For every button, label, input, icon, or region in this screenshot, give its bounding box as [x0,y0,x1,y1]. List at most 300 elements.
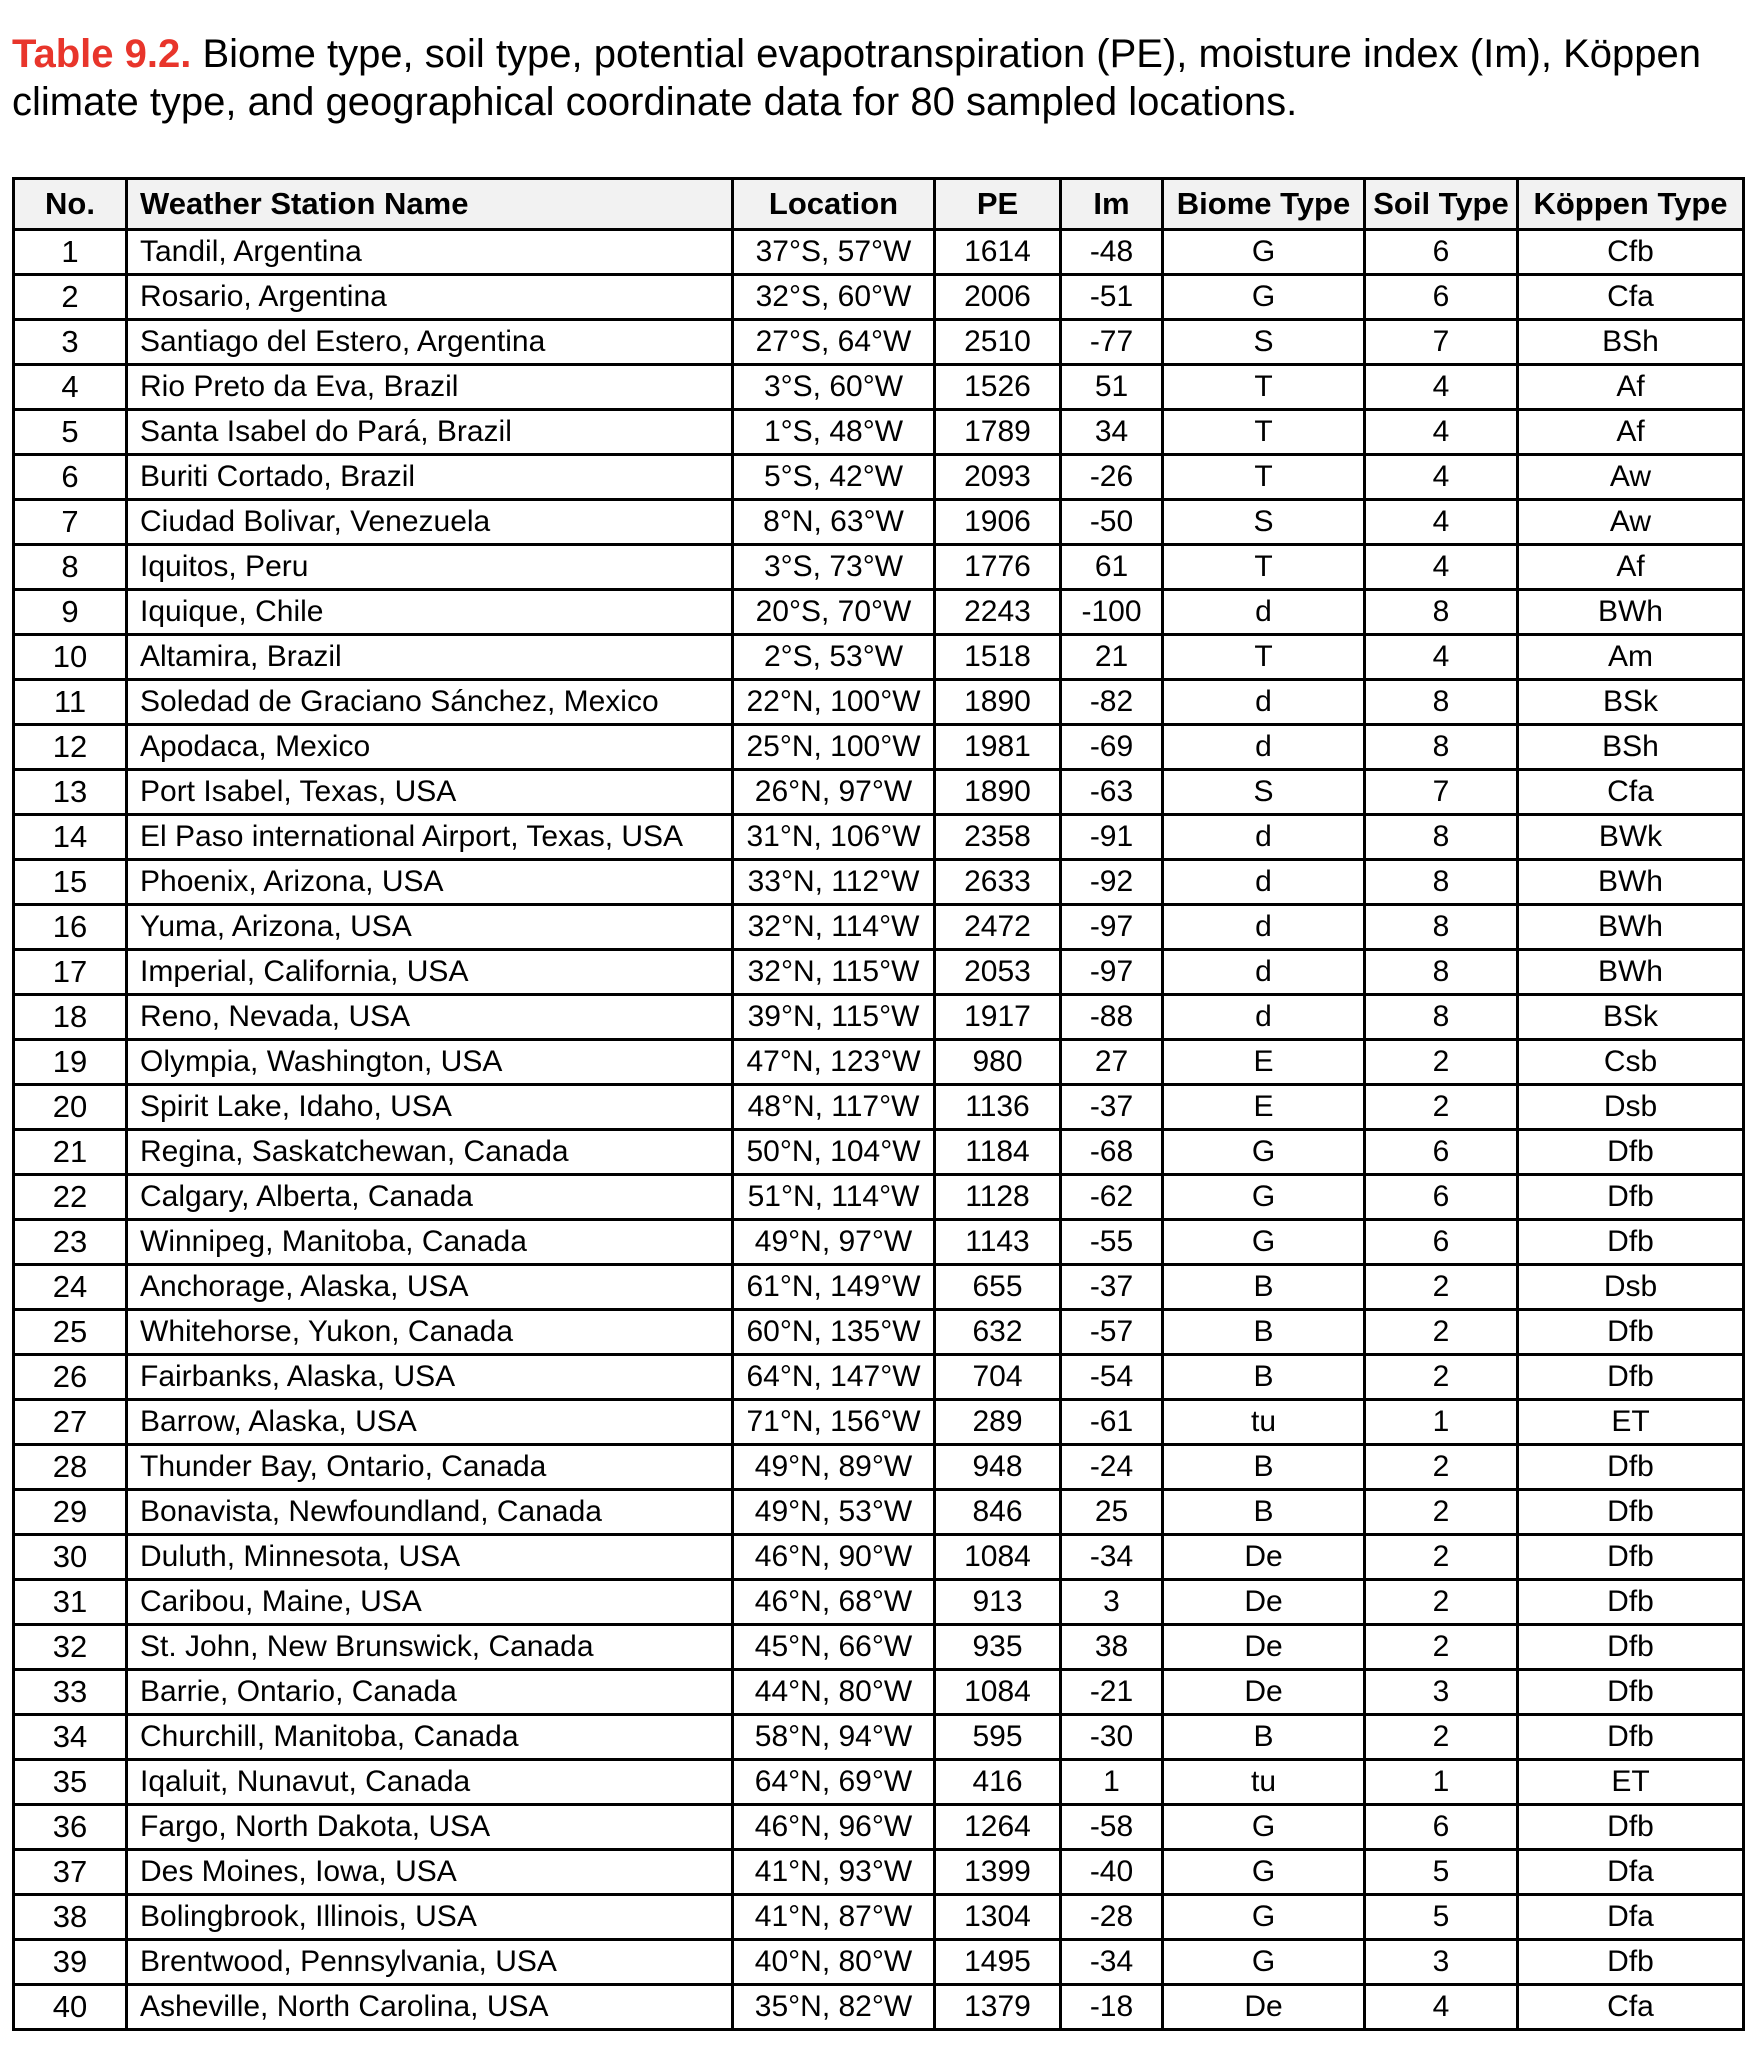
table-row [14,905,1744,950]
table-row [14,320,1744,365]
cell-koppen-type: BSk [1518,995,1744,1040]
cell-no: 7 [14,500,127,545]
cell-biome-type: G [1163,1175,1365,1220]
cell-biome-type: G [1163,1805,1365,1850]
cell-station-name: Tandil, Argentina [127,230,733,275]
cell-biome-type: d [1163,905,1365,950]
cell-koppen-type: Dfb [1518,1130,1744,1175]
cell-im: -54 [1061,1355,1163,1400]
cell-soil-type: 8 [1365,860,1518,905]
cell-station-name: Rosario, Argentina [127,275,733,320]
cell-location: 50°N, 104°W [733,1130,935,1175]
cell-location: 45°N, 66°W [733,1625,935,1670]
cell-location: 22°N, 100°W [733,680,935,725]
cell-koppen-type: Dfb [1518,1220,1744,1265]
cell-koppen-type: Af [1518,410,1744,455]
cell-pe: 1917 [935,995,1061,1040]
cell-im: -37 [1061,1085,1163,1130]
cell-pe: 1184 [935,1130,1061,1175]
cell-pe: 2093 [935,455,1061,500]
cell-pe: 1890 [935,770,1061,815]
cell-station-name: Phoenix, Arizona, USA [127,860,733,905]
cell-im: -55 [1061,1220,1163,1265]
cell-biome-type: B [1163,1355,1365,1400]
cell-soil-type: 2 [1365,1355,1518,1400]
cell-soil-type: 8 [1365,725,1518,770]
data-table [12,177,1745,2031]
cell-biome-type: G [1163,1940,1365,1985]
cell-station-name: Soledad de Graciano Sánchez, Mexico [127,680,733,725]
cell-location: 41°N, 87°W [733,1895,935,1940]
table-row [14,1400,1744,1445]
cell-biome-type: E [1163,1085,1365,1130]
cell-no: 9 [14,590,127,635]
cell-biome-type: De [1163,1670,1365,1715]
header-pe: PE [935,179,1061,230]
cell-soil-type: 7 [1365,770,1518,815]
cell-station-name: Reno, Nevada, USA [127,995,733,1040]
table-row [14,1805,1744,1850]
cell-koppen-type: Dfb [1518,1805,1744,1850]
table-body [14,230,1744,2030]
cell-koppen-type: Dfb [1518,1715,1744,1760]
cell-location: 27°S, 64°W [733,320,935,365]
cell-pe: 1495 [935,1940,1061,1985]
table-row [14,1670,1744,1715]
cell-pe: 595 [935,1715,1061,1760]
cell-station-name: St. John, New Brunswick, Canada [127,1625,733,1670]
cell-soil-type: 3 [1365,1670,1518,1715]
header-no: No. [14,179,127,230]
table-row [14,725,1744,770]
cell-no: 5 [14,410,127,455]
cell-no: 2 [14,275,127,320]
cell-biome-type: G [1163,230,1365,275]
cell-koppen-type: Dfb [1518,1940,1744,1985]
cell-station-name: Duluth, Minnesota, USA [127,1535,733,1580]
cell-location: 49°N, 89°W [733,1445,935,1490]
cell-soil-type: 4 [1365,500,1518,545]
cell-no: 22 [14,1175,127,1220]
cell-pe: 1084 [935,1670,1061,1715]
cell-soil-type: 2 [1365,1040,1518,1085]
cell-location: 61°N, 149°W [733,1265,935,1310]
cell-location: 51°N, 114°W [733,1175,935,1220]
cell-im: 21 [1061,635,1163,680]
cell-location: 32°N, 115°W [733,950,935,995]
cell-no: 17 [14,950,127,995]
header-station-name: Weather Station Name [127,179,733,230]
cell-station-name: Brentwood, Pennsylvania, USA [127,1940,733,1985]
cell-koppen-type: BSh [1518,725,1744,770]
cell-station-name: Spirit Lake, Idaho, USA [127,1085,733,1130]
cell-location: 44°N, 80°W [733,1670,935,1715]
cell-im: -57 [1061,1310,1163,1355]
cell-soil-type: 8 [1365,590,1518,635]
cell-koppen-type: Am [1518,635,1744,680]
cell-soil-type: 1 [1365,1760,1518,1805]
cell-im: -34 [1061,1535,1163,1580]
cell-no: 37 [14,1850,127,1895]
cell-biome-type: De [1163,1580,1365,1625]
cell-soil-type: 7 [1365,320,1518,365]
cell-im: -21 [1061,1670,1163,1715]
cell-location: 5°S, 42°W [733,455,935,500]
cell-soil-type: 4 [1365,1985,1518,2030]
cell-im: -48 [1061,230,1163,275]
cell-biome-type: tu [1163,1760,1365,1805]
cell-station-name: Santa Isabel do Pará, Brazil [127,410,733,455]
cell-location: 32°N, 114°W [733,905,935,950]
cell-im: -26 [1061,455,1163,500]
cell-no: 40 [14,1985,127,2030]
cell-pe: 2053 [935,950,1061,995]
cell-koppen-type: Af [1518,545,1744,590]
cell-biome-type: d [1163,725,1365,770]
cell-koppen-type: BWk [1518,815,1744,860]
cell-no: 21 [14,1130,127,1175]
cell-pe: 1890 [935,680,1061,725]
table-caption [12,30,1737,126]
cell-biome-type: T [1163,365,1365,410]
cell-location: 37°S, 57°W [733,230,935,275]
cell-biome-type: S [1163,320,1365,365]
cell-soil-type: 6 [1365,1220,1518,1265]
cell-location: 71°N, 156°W [733,1400,935,1445]
cell-koppen-type: ET [1518,1400,1744,1445]
table-row [14,1625,1744,1670]
cell-location: 26°N, 97°W [733,770,935,815]
cell-im: -92 [1061,860,1163,905]
cell-soil-type: 6 [1365,1175,1518,1220]
cell-im: -28 [1061,1895,1163,1940]
cell-location: 33°N, 112°W [733,860,935,905]
cell-no: 20 [14,1085,127,1130]
cell-biome-type: De [1163,1985,1365,2030]
cell-pe: 1128 [935,1175,1061,1220]
cell-no: 18 [14,995,127,1040]
cell-biome-type: E [1163,1040,1365,1085]
cell-soil-type: 2 [1365,1715,1518,1760]
cell-koppen-type: Af [1518,365,1744,410]
cell-koppen-type: Dfb [1518,1490,1744,1535]
cell-biome-type: T [1163,455,1365,500]
cell-location: 32°S, 60°W [733,275,935,320]
cell-location: 25°N, 100°W [733,725,935,770]
cell-station-name: Iquitos, Peru [127,545,733,590]
cell-no: 15 [14,860,127,905]
table-row [14,1355,1744,1400]
cell-im: 61 [1061,545,1163,590]
cell-im: -61 [1061,1400,1163,1445]
cell-im: 51 [1061,365,1163,410]
cell-koppen-type: Aw [1518,500,1744,545]
cell-biome-type: B [1163,1445,1365,1490]
cell-pe: 2472 [935,905,1061,950]
cell-pe: 2358 [935,815,1061,860]
cell-no: 24 [14,1265,127,1310]
cell-biome-type: tu [1163,1400,1365,1445]
cell-soil-type: 5 [1365,1850,1518,1895]
cell-koppen-type: BWh [1518,590,1744,635]
cell-pe: 2006 [935,275,1061,320]
cell-no: 34 [14,1715,127,1760]
cell-no: 23 [14,1220,127,1265]
cell-biome-type: d [1163,995,1365,1040]
cell-koppen-type: Dsb [1518,1265,1744,1310]
cell-station-name: Asheville, North Carolina, USA [127,1985,733,2030]
cell-soil-type: 4 [1365,455,1518,500]
cell-pe: 1304 [935,1895,1061,1940]
cell-location: 64°N, 69°W [733,1760,935,1805]
cell-location: 20°S, 70°W [733,590,935,635]
cell-im: -63 [1061,770,1163,815]
cell-no: 10 [14,635,127,680]
cell-im: -51 [1061,275,1163,320]
cell-no: 28 [14,1445,127,1490]
cell-im: -62 [1061,1175,1163,1220]
cell-no: 13 [14,770,127,815]
cell-location: 39°N, 115°W [733,995,935,1040]
table-row [14,1985,1744,2030]
table-row [14,815,1744,860]
table-row [14,1040,1744,1085]
cell-koppen-type: Dfa [1518,1850,1744,1895]
header-row [14,179,1744,230]
cell-im: -50 [1061,500,1163,545]
cell-pe: 655 [935,1265,1061,1310]
header-im: Im [1061,179,1163,230]
caption-label: Table 9.2. [12,32,192,76]
table-row [14,860,1744,905]
table-row [14,680,1744,725]
cell-station-name: Winnipeg, Manitoba, Canada [127,1220,733,1265]
cell-location: 48°N, 117°W [733,1085,935,1130]
cell-station-name: Iquique, Chile [127,590,733,635]
cell-no: 29 [14,1490,127,1535]
cell-soil-type: 1 [1365,1400,1518,1445]
cell-station-name: Churchill, Manitoba, Canada [127,1715,733,1760]
cell-soil-type: 2 [1365,1085,1518,1130]
cell-location: 47°N, 123°W [733,1040,935,1085]
cell-soil-type: 6 [1365,1130,1518,1175]
cell-koppen-type: Cfb [1518,230,1744,275]
cell-im: -30 [1061,1715,1163,1760]
table-row [14,1940,1744,1985]
cell-location: 46°N, 68°W [733,1580,935,1625]
cell-koppen-type: Csb [1518,1040,1744,1085]
table-row [14,275,1744,320]
cell-im: 34 [1061,410,1163,455]
cell-koppen-type: BWh [1518,905,1744,950]
cell-no: 39 [14,1940,127,1985]
cell-soil-type: 8 [1365,680,1518,725]
cell-koppen-type: Dsb [1518,1085,1744,1130]
cell-station-name: Apodaca, Mexico [127,725,733,770]
cell-no: 35 [14,1760,127,1805]
cell-pe: 1776 [935,545,1061,590]
cell-location: 49°N, 53°W [733,1490,935,1535]
table-row [14,1535,1744,1580]
cell-pe: 1399 [935,1850,1061,1895]
cell-biome-type: T [1163,635,1365,680]
cell-no: 33 [14,1670,127,1715]
cell-location: 35°N, 82°W [733,1985,935,2030]
cell-no: 11 [14,680,127,725]
cell-soil-type: 8 [1365,995,1518,1040]
header-soil-type: Soil Type [1365,179,1518,230]
cell-soil-type: 2 [1365,1580,1518,1625]
cell-biome-type: B [1163,1265,1365,1310]
cell-im: -69 [1061,725,1163,770]
cell-station-name: Altamira, Brazil [127,635,733,680]
table-row [14,500,1744,545]
cell-no: 36 [14,1805,127,1850]
cell-koppen-type: Dfb [1518,1670,1744,1715]
cell-no: 12 [14,725,127,770]
table-row [14,230,1744,275]
cell-station-name: Yuma, Arizona, USA [127,905,733,950]
cell-pe: 2633 [935,860,1061,905]
cell-soil-type: 4 [1365,410,1518,455]
cell-station-name: Buriti Cortado, Brazil [127,455,733,500]
table-row [14,1715,1744,1760]
cell-no: 4 [14,365,127,410]
cell-station-name: Des Moines, Iowa, USA [127,1850,733,1895]
cell-koppen-type: Dfb [1518,1175,1744,1220]
cell-biome-type: G [1163,1130,1365,1175]
cell-soil-type: 6 [1365,230,1518,275]
cell-station-name: Ciudad Bolivar, Venezuela [127,500,733,545]
table-row [14,1760,1744,1805]
cell-location: 58°N, 94°W [733,1715,935,1760]
cell-soil-type: 8 [1365,905,1518,950]
cell-pe: 1518 [935,635,1061,680]
cell-no: 19 [14,1040,127,1085]
table-row [14,995,1744,1040]
cell-im: 25 [1061,1490,1163,1535]
header-location: Location [733,179,935,230]
cell-soil-type: 8 [1365,815,1518,860]
cell-no: 1 [14,230,127,275]
cell-im: -58 [1061,1805,1163,1850]
cell-im: 3 [1061,1580,1163,1625]
cell-no: 26 [14,1355,127,1400]
cell-soil-type: 2 [1365,1265,1518,1310]
cell-location: 41°N, 93°W [733,1850,935,1895]
cell-station-name: Bonavista, Newfoundland, Canada [127,1490,733,1535]
cell-pe: 980 [935,1040,1061,1085]
cell-im: -37 [1061,1265,1163,1310]
cell-koppen-type: BSk [1518,680,1744,725]
cell-no: 31 [14,1580,127,1625]
cell-location: 2°S, 53°W [733,635,935,680]
cell-soil-type: 8 [1365,950,1518,995]
table-row [14,770,1744,815]
table-row [14,545,1744,590]
cell-station-name: Calgary, Alberta, Canada [127,1175,733,1220]
cell-pe: 1981 [935,725,1061,770]
cell-im: -82 [1061,680,1163,725]
cell-station-name: Thunder Bay, Ontario, Canada [127,1445,733,1490]
cell-im: -40 [1061,1850,1163,1895]
cell-biome-type: De [1163,1535,1365,1580]
cell-soil-type: 6 [1365,275,1518,320]
cell-soil-type: 2 [1365,1445,1518,1490]
cell-koppen-type: BWh [1518,950,1744,995]
cell-biome-type: B [1163,1715,1365,1760]
cell-no: 30 [14,1535,127,1580]
cell-pe: 1143 [935,1220,1061,1265]
cell-im: -77 [1061,320,1163,365]
cell-biome-type: G [1163,275,1365,320]
table-row [14,635,1744,680]
cell-koppen-type: Cfa [1518,770,1744,815]
cell-station-name: Rio Preto da Eva, Brazil [127,365,733,410]
cell-station-name: Iqaluit, Nunavut, Canada [127,1760,733,1805]
cell-soil-type: 4 [1365,365,1518,410]
cell-im: -100 [1061,590,1163,635]
cell-station-name: Anchorage, Alaska, USA [127,1265,733,1310]
cell-pe: 2510 [935,320,1061,365]
cell-biome-type: d [1163,950,1365,995]
cell-im: -88 [1061,995,1163,1040]
cell-location: 3°S, 60°W [733,365,935,410]
cell-biome-type: De [1163,1625,1365,1670]
cell-location: 31°N, 106°W [733,815,935,860]
cell-no: 16 [14,905,127,950]
cell-station-name: El Paso international Airport, Texas, USA [127,815,733,860]
cell-station-name: Imperial, California, USA [127,950,733,995]
cell-koppen-type: Dfb [1518,1355,1744,1400]
cell-soil-type: 2 [1365,1535,1518,1580]
cell-location: 64°N, 147°W [733,1355,935,1400]
cell-koppen-type: BWh [1518,860,1744,905]
table-row [14,1490,1744,1535]
cell-pe: 289 [935,1400,1061,1445]
cell-pe: 1136 [935,1085,1061,1130]
cell-pe: 913 [935,1580,1061,1625]
table-row [14,1265,1744,1310]
header-biome-type: Biome Type [1163,179,1365,230]
cell-koppen-type: Dfb [1518,1535,1744,1580]
cell-location: 49°N, 97°W [733,1220,935,1265]
cell-station-name: Olympia, Washington, USA [127,1040,733,1085]
cell-im: 38 [1061,1625,1163,1670]
cell-koppen-type: Dfb [1518,1580,1744,1625]
table-row [14,1175,1744,1220]
cell-pe: 416 [935,1760,1061,1805]
table-row [14,950,1744,995]
cell-pe: 1789 [935,410,1061,455]
cell-im: -91 [1061,815,1163,860]
table-row [14,455,1744,500]
cell-koppen-type: Dfa [1518,1895,1744,1940]
cell-no: 14 [14,815,127,860]
cell-station-name: Fargo, North Dakota, USA [127,1805,733,1850]
cell-soil-type: 2 [1365,1490,1518,1535]
cell-biome-type: G [1163,1895,1365,1940]
cell-pe: 935 [935,1625,1061,1670]
cell-koppen-type: Dfb [1518,1310,1744,1355]
cell-station-name: Fairbanks, Alaska, USA [127,1355,733,1400]
cell-no: 25 [14,1310,127,1355]
cell-soil-type: 5 [1365,1895,1518,1940]
cell-pe: 1614 [935,230,1061,275]
cell-biome-type: d [1163,815,1365,860]
table-row [14,1895,1744,1940]
cell-station-name: Regina, Saskatchewan, Canada [127,1130,733,1175]
